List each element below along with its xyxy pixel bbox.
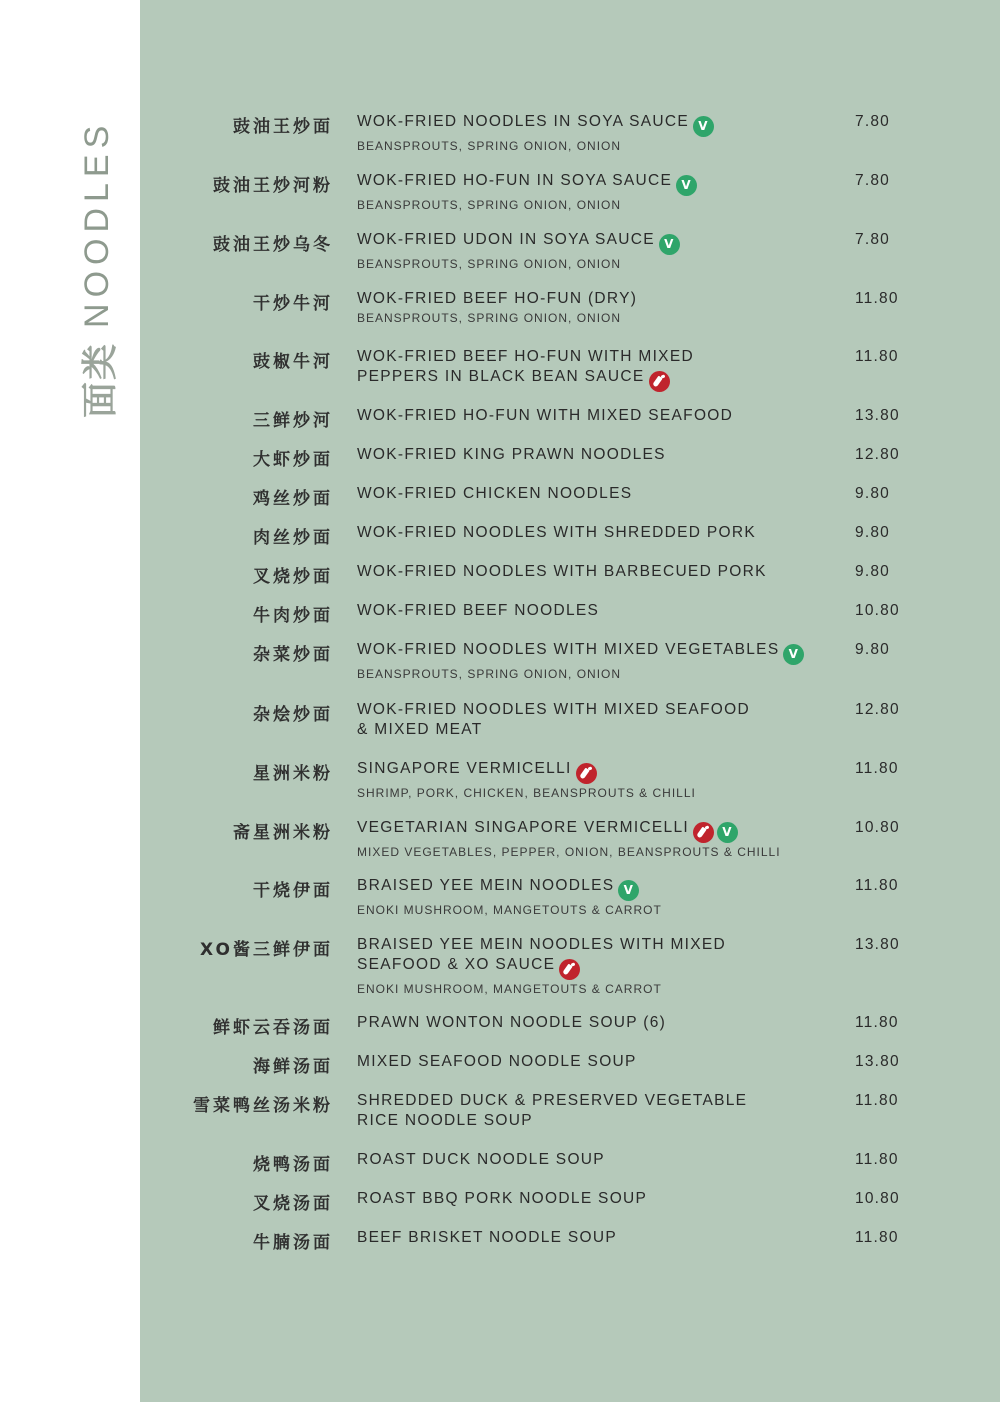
dietary-badges [693, 822, 741, 843]
item-details [357, 935, 837, 996]
item-chinese-name: 海鲜汤面 [253, 1057, 333, 1077]
vegetarian-icon: V [693, 116, 714, 137]
item-name-line: RICE NOODLE SOUP [357, 1112, 533, 1129]
item-price: 10.80 [855, 602, 900, 619]
item-name [357, 562, 837, 582]
item-details [357, 1013, 837, 1033]
item-name-line: SHREDDED DUCK & PRESERVED VEGETABLE [357, 1092, 748, 1109]
item-chinese-name: 鲜虾云吞汤面 [213, 1018, 333, 1038]
dietary-badges [559, 959, 583, 980]
item-name [357, 1013, 837, 1033]
item-chinese-name: 三鲜炒河 [253, 411, 333, 431]
item-chinese-name: 豉油王炒河粉 [213, 176, 333, 196]
item-name-line: & MIXED MEAT [357, 721, 483, 738]
item-name [357, 347, 837, 392]
section-title [72, 120, 123, 418]
item-name-line: WOK-FRIED CHICKEN NOODLES [357, 485, 633, 502]
item-name-line: MIXED SEAFOOD NOODLE SOUP [357, 1053, 637, 1070]
item-name-line: WOK-FRIED BEEF NOODLES [357, 602, 600, 619]
item-details [357, 1189, 837, 1209]
item-details [357, 347, 837, 392]
vegetarian-icon: V [659, 234, 680, 255]
item-description: BEANSPROUTS, SPRING ONION, ONION [357, 139, 622, 153]
item-name-line: SINGAPORE VERMICELLI [357, 759, 837, 784]
item-details [357, 523, 837, 543]
item-chinese-name: 肉丝炒面 [253, 528, 333, 548]
item-price: 7.80 [855, 113, 890, 130]
item-price: 9.80 [855, 641, 890, 658]
item-price: 12.80 [855, 446, 900, 463]
item-description: BEANSPROUTS, SPRING ONION, ONION [357, 311, 622, 325]
item-name [357, 523, 837, 543]
dietary-badges [649, 371, 673, 392]
item-details [357, 230, 837, 271]
item-chinese-name: 干烧伊面 [253, 881, 333, 901]
item-chinese-name: 烧鸭汤面 [253, 1155, 333, 1175]
item-details [357, 112, 837, 153]
item-details [357, 1228, 837, 1248]
item-price: 11.80 [855, 1151, 899, 1168]
item-name [357, 484, 837, 504]
item-price: 11.80 [855, 290, 899, 307]
item-name-line: WOK-FRIED HO-FUN WITH MIXED SEAFOOD [357, 407, 734, 424]
item-price: 13.80 [855, 1053, 900, 1070]
item-chinese-name: 杂菜炒面 [253, 645, 333, 665]
item-chinese-name: 斋星洲米粉 [233, 823, 333, 843]
vegetarian-icon: V [676, 175, 697, 196]
item-price: 13.80 [855, 407, 900, 424]
item-chinese-name: 星洲米粉 [253, 764, 333, 784]
item-details [357, 818, 837, 859]
item-name [357, 935, 837, 980]
chilli-icon [559, 959, 580, 980]
item-name-line: BRAISED YEE MEIN NOODLES V [357, 876, 837, 901]
item-name [357, 1052, 837, 1072]
item-name [357, 1228, 837, 1248]
item-name-line: ROAST BBQ PORK NOODLE SOUP [357, 1190, 648, 1207]
item-name [357, 759, 837, 784]
item-chinese-name: 牛腩汤面 [253, 1233, 333, 1253]
item-details [357, 601, 837, 621]
item-name-line: WOK-FRIED NOODLES WITH MIXED VEGETABLES V [357, 640, 837, 665]
item-name-line: WOK-FRIED BEEF HO-FUN WITH MIXED [357, 348, 694, 365]
chilli-icon [649, 371, 670, 392]
item-chinese-name: 牛肉炒面 [253, 606, 333, 626]
item-name [357, 640, 837, 665]
item-price: 11.80 [855, 348, 899, 365]
item-name-line: BEEF BRISKET NOODLE SOUP [357, 1229, 618, 1246]
item-chinese-name: 鸡丝炒面 [253, 489, 333, 509]
menu-panel [140, 0, 1000, 1402]
item-description: MIXED VEGETABLES, PEPPER, ONION, BEANSPROUTS & CHILLI [357, 845, 781, 859]
item-description: ENOKI MUSHROOM, MANGETOUTS & CARROT [357, 903, 662, 917]
item-price: 13.80 [855, 936, 900, 953]
item-price: 7.80 [855, 172, 890, 189]
item-price: 10.80 [855, 819, 900, 836]
item-name-line: WOK-FRIED KING PRAWN NOODLES [357, 446, 666, 463]
section-title-english: NOODLES [78, 119, 116, 328]
item-name [357, 445, 837, 465]
item-name [357, 171, 837, 196]
item-name [357, 876, 837, 901]
sidebar [0, 0, 140, 1402]
item-name-line: WOK-FRIED BEEF HO-FUN (DRY) [357, 290, 638, 307]
item-price: 11.80 [855, 877, 899, 894]
chilli-icon [576, 763, 597, 784]
item-description: ENOKI MUSHROOM, MANGETOUTS & CARROT [357, 982, 662, 996]
item-name [357, 700, 837, 740]
item-description: SHRIMP, PORK, CHICKEN, BEANSPROUTS & CHILLI [357, 786, 696, 800]
item-name-line: WOK-FRIED NOODLES WITH BARBECUED PORK [357, 563, 767, 580]
vegetarian-icon: V [717, 822, 738, 843]
item-chinese-name: 豉油王炒乌冬 [213, 235, 333, 255]
item-details [357, 484, 837, 504]
item-price: 9.80 [855, 524, 890, 541]
item-details [357, 1150, 837, 1170]
dietary-badges [618, 880, 642, 901]
item-price: 11.80 [855, 1092, 899, 1109]
item-price: 11.80 [855, 1229, 899, 1246]
item-name-line: WOK-FRIED NOODLES WITH MIXED SEAFOOD [357, 701, 750, 718]
item-name-line: WOK-FRIED HO-FUN IN SOYA SAUCE V [357, 171, 837, 196]
item-chinese-name: 豉椒牛河 [253, 352, 333, 372]
item-name-line: WOK-FRIED NOODLES WITH SHREDDED PORK [357, 524, 757, 541]
item-details [357, 759, 837, 800]
item-details [357, 640, 837, 681]
item-price: 9.80 [855, 485, 890, 502]
item-name [357, 230, 837, 255]
item-details [357, 445, 837, 465]
item-price: 7.80 [855, 231, 890, 248]
item-chinese-name: 雪菜鸭丝汤米粉 [193, 1096, 333, 1116]
dietary-badges [576, 763, 600, 784]
item-name-line: ROAST DUCK NOODLE SOUP [357, 1151, 605, 1168]
item-details [357, 171, 837, 212]
item-details [357, 876, 837, 917]
item-chinese-name: 干炒牛河 [253, 294, 333, 314]
item-price: 9.80 [855, 563, 890, 580]
item-name-line: WOK-FRIED UDON IN SOYA SAUCE V [357, 230, 837, 255]
item-price: 10.80 [855, 1190, 900, 1207]
item-name-line: WOK-FRIED NOODLES IN SOYA SAUCE V [357, 112, 837, 137]
item-description: BEANSPROUTS, SPRING ONION, ONION [357, 667, 622, 681]
dietary-badges [659, 234, 683, 255]
item-chinese-name: 豉油王炒面 [233, 117, 333, 137]
item-details [357, 289, 837, 325]
item-details [357, 1091, 837, 1131]
item-name-line: BRAISED YEE MEIN NOODLES WITH MIXED [357, 936, 727, 953]
chilli-icon [693, 822, 714, 843]
item-price: 11.80 [855, 760, 899, 777]
item-price: 11.80 [855, 1014, 899, 1031]
item-description: BEANSPROUTS, SPRING ONION, ONION [357, 257, 622, 271]
item-chinese-name: 杂烩炒面 [253, 705, 333, 725]
item-name [357, 601, 837, 621]
item-name [357, 289, 837, 309]
item-chinese-name: XO酱三鲜伊面 [200, 940, 333, 960]
item-name [357, 1150, 837, 1170]
item-name [357, 112, 837, 137]
item-name-line: PEPPERS IN BLACK BEAN SAUCE [357, 367, 837, 392]
item-name [357, 1189, 837, 1209]
item-name [357, 406, 837, 426]
item-chinese-name: 叉烧汤面 [253, 1194, 333, 1214]
item-description: BEANSPROUTS, SPRING ONION, ONION [357, 198, 622, 212]
dietary-badges [676, 175, 700, 196]
vegetarian-icon: V [783, 644, 804, 665]
item-chinese-name: 大虾炒面 [253, 450, 333, 470]
item-name [357, 1091, 837, 1131]
item-name-line: VEGETARIAN SINGAPORE VERMICELLI V [357, 818, 837, 843]
item-name-line: PRAWN WONTON NOODLE SOUP (6) [357, 1014, 667, 1031]
item-details [357, 700, 837, 740]
item-price: 12.80 [855, 701, 900, 718]
item-name-line: SEAFOOD & XO SAUCE [357, 955, 837, 980]
section-title-chinese: 面类 [80, 341, 121, 418]
item-name [357, 818, 837, 843]
vegetarian-icon: V [618, 880, 639, 901]
item-chinese-name: 叉烧炒面 [253, 567, 333, 587]
dietary-badges [693, 116, 717, 137]
item-details [357, 406, 837, 426]
item-details [357, 1052, 837, 1072]
item-details [357, 562, 837, 582]
dietary-badges [783, 644, 807, 665]
